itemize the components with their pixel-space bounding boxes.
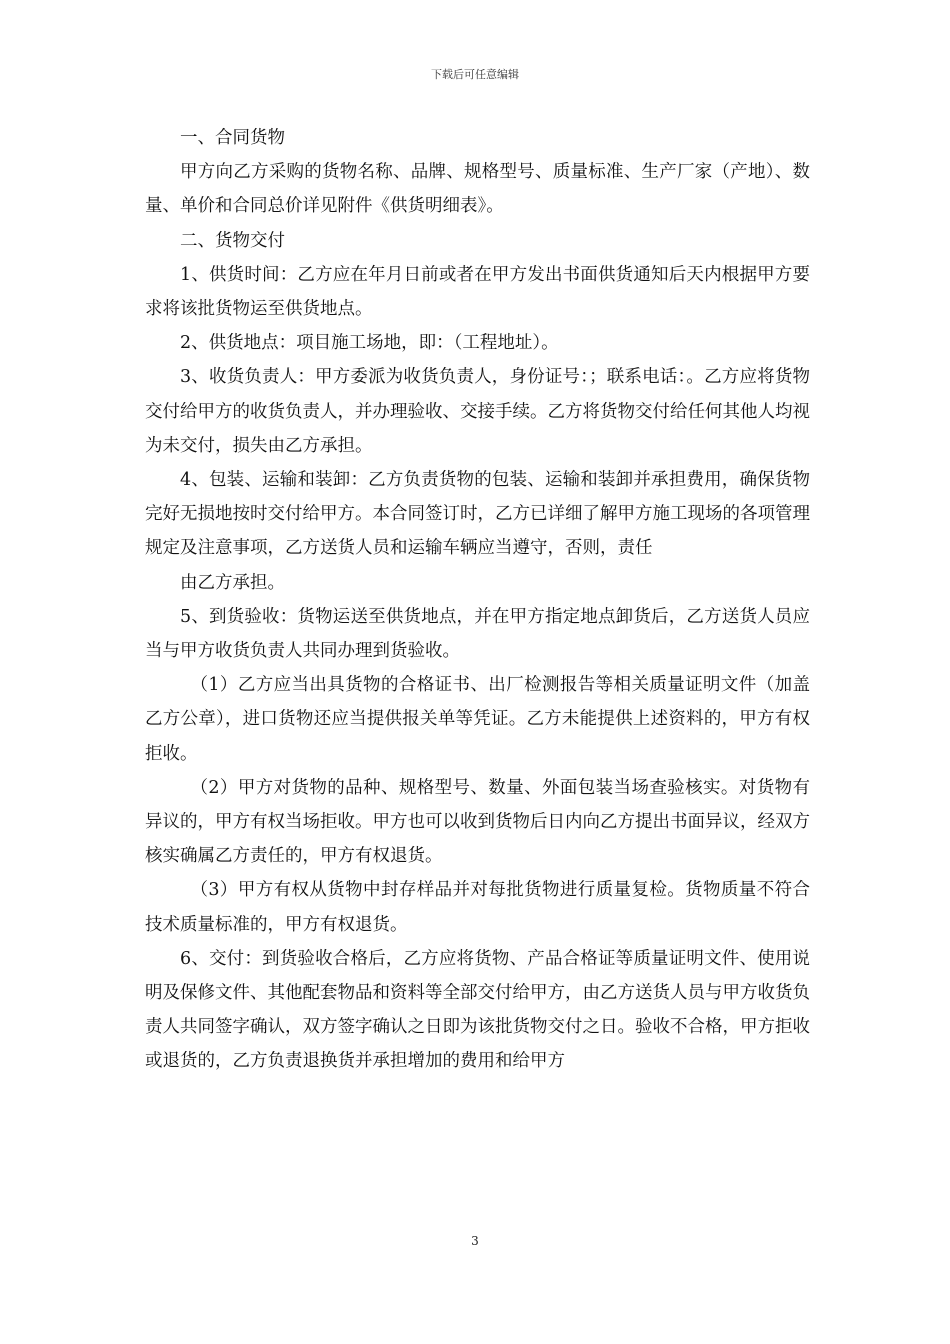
- document-body: [145, 121, 810, 1079]
- paragraph-goods-details: 甲方向乙方采购的货物名称、品牌、规格型号、质量标准、生产厂家（产地）、数量、单价和合同总价详见附件《供货明细表》。: [145, 162, 810, 217]
- clause-arrival-inspection: 5、到货验收：货物运送至供货地点，并在甲方指定地点卸货后，乙方送货人员应当与甲方收货负责人共同办理到货验收。: [145, 606, 810, 662]
- section-heading-goods-delivery: 二、货物交付: [180, 230, 285, 251]
- clause-supply-time: 1、供货时间：乙方应在年月日前或者在甲方发出书面供货通知后天内根据甲方要求将该批货物运至供货地点。: [145, 264, 810, 320]
- subclause-inspection-2: （2）甲方对货物的品种、规格型号、数量、外面包装当场查验核实。对货物有异议的，甲方有权当场拒收。甲方也可以收到货物后日内向乙方提出书面异议，经双方核实确属乙方责任的，甲方有权退货。: [145, 777, 810, 867]
- page-number: 3: [471, 1234, 479, 1248]
- page-header: 下载后可任意编辑: [431, 68, 519, 81]
- subclause-inspection-1: （1）乙方应当出具货物的合格证书、出厂检测报告等相关质量证明文件（加盖乙方公章），进口货物还应当提供报关单等凭证。乙方未能提供上述资料的，甲方有权拒收。: [145, 675, 810, 764]
- clause-supply-location: 2、供货地点：项目施工场地，即：（工程地址）。: [180, 333, 559, 354]
- subclause-inspection-3: （3）甲方有权从货物中封存样品并对每批货物进行质量复检。货物质量不符合技术质量标准的，甲方有权退货。: [145, 880, 810, 935]
- clause-packing-transport-continued: 由乙方承担。: [180, 572, 285, 593]
- section-heading-contract-goods: 一、合同货物: [180, 128, 285, 148]
- clause-handover: 6、交付：到货验收合格后，乙方应将货物、产品合格证等质量证明文件、使用说明及保修文件、其他配套物品和资料等全部交付给甲方，由乙方送货人员与甲方收货负责人共同签字确认，双方签字确认之日即为该批货物交付之日。验收不合格，甲方拒收或退货的，乙方负责退换货并承担增加的费用和给甲方: [145, 948, 810, 1072]
- clause-packing-transport: 4、包装、运输和装卸：乙方负责货物的包装、运输和装卸并承担费用，确保货物完好无损地按时交付给甲方。本合同签订时，乙方已详细了解甲方施工现场的各项管理规定及注意事项，乙方送货人员和运输车辆应当遵守，否则，责任: [145, 470, 810, 559]
- clause-receiving-person: 3、收货负责人：甲方委派为收货负责人，身份证号：；联系电话：。乙方应将货物交付给甲方的收货负责人，并办理验收、交接手续。乙方将货物交付给任何其他人均视为未交付，损失由乙方承担。: [145, 367, 810, 456]
